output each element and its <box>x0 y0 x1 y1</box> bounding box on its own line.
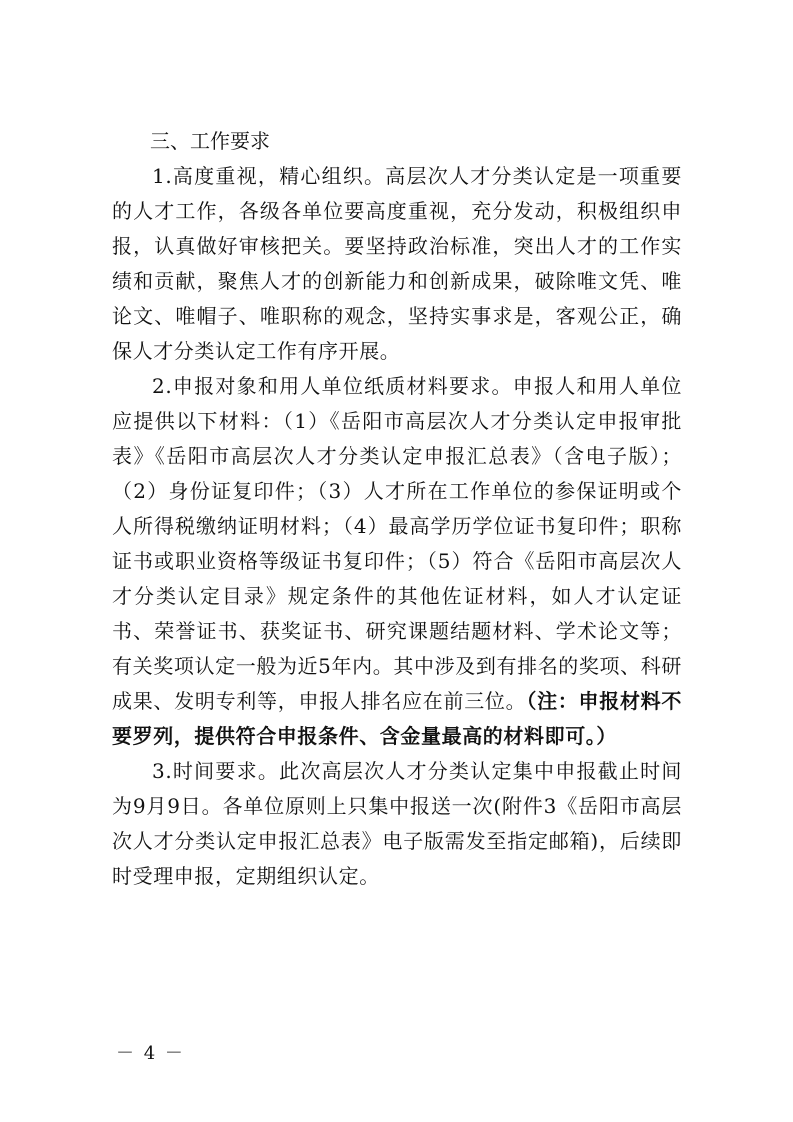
document-page <box>112 112 682 894</box>
paragraph-text: 3.时间要求。此次高层次人才分类认定集中申报截止时间为9月9日。各单位原则上只集中报送一次(附件3《岳阳市高层次人才分类认定申报汇总表》电子版需发至指定邮箱)，后续即时受理申报，定期组织认定。 <box>112 759 682 888</box>
paragraph-attention-organization <box>112 159 682 369</box>
page-number: － 4 － <box>116 1043 185 1064</box>
paragraph-text: 2.申报对象和用人单位纸质材料要求。申报人和用人单位应提供以下材料：（1）《岳阳市高层次人才分类认定申报审批表》《岳阳市高层次人才分类认定申报汇总表》（含电子版）；（2）身份证复印件；（3）人才所在工作单位的参保证明或个人所得税缴纳证明材料；（4）最高学历学位证书复印件；职称证书或职业资格等级证书复印件；（5）符合《岳阳市高层次人才分类认定目录》规定条件的其他佐证材料，如人才认定证书、荣誉证书、获奖证书、研究课题结题材料、学术论文等；有关奖项认定一般为近5年内。其中涉及到有排名的奖项、科研成果、发明专利等，申报人排名应在前三位。 <box>112 374 682 713</box>
materials-note: （注：申报材料不要罗列，提供符合申报条件、含金量最高的材料即可。） <box>112 689 683 748</box>
section-heading: 三、工作要求 <box>150 129 270 153</box>
paragraph-materials-requirements <box>112 369 682 754</box>
paragraph-text: 1.高度重视，精心组织。高层次人才分类认定是一项重要的人才工作，各级各单位要高度重视，充分发动，积极组织申报，认真做好审核把关。要坚持政治标准，突出人才的工作实绩和贡献，聚焦人才的创新能力和创新成果，破除唯文凭、唯论文、唯帽子、唯职称的观念，坚持实事求是，客观公正，确保人才分类认定工作有序开展。 <box>112 164 682 363</box>
paragraph-time-requirements <box>112 754 682 894</box>
